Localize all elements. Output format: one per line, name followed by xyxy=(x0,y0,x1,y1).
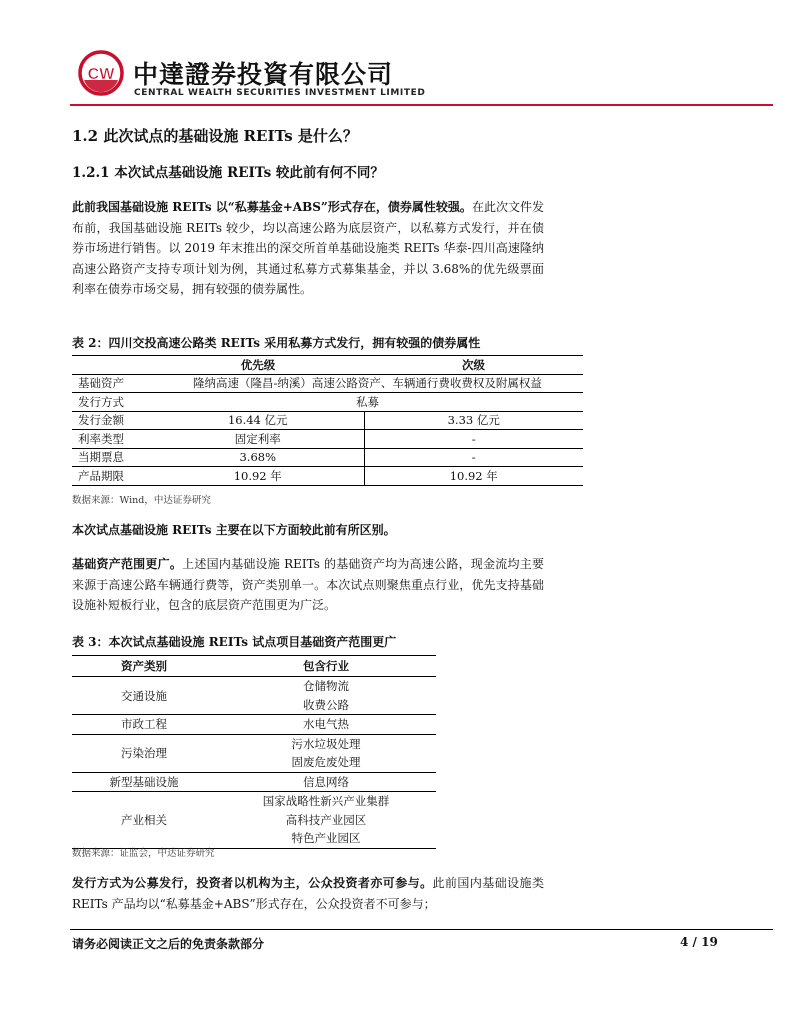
header-rule xyxy=(70,104,773,106)
table-2 xyxy=(72,355,583,486)
senior-value: 3.68% xyxy=(152,448,364,467)
industry-item: 高科技产业园区 xyxy=(285,812,367,827)
paragraph-2-lead: 本次试点基础设施 REITs 主要在以下方面较此前有所区别。 xyxy=(72,523,396,537)
asset-category: 市政工程 xyxy=(72,715,216,735)
footer-rule xyxy=(70,929,773,930)
row-value: 私募 xyxy=(152,393,583,412)
paragraph-1 xyxy=(72,197,544,300)
row-label: 产品期限 xyxy=(72,467,152,486)
footer-disclaimer: 请务必阅读正文之后的免责条款部分 xyxy=(72,937,265,951)
asset-category: 交通设施 xyxy=(72,677,216,715)
table-row xyxy=(72,411,583,430)
table-2-header-blank xyxy=(72,356,152,375)
paragraph-3-lead: 基础资产范围更广。 xyxy=(72,557,183,571)
junior-value: 3.33 亿元 xyxy=(364,411,583,430)
table-3 xyxy=(72,655,436,849)
table-3-source: 数据来源：证监会，中达证券研究 xyxy=(72,848,215,859)
row-label: 利率类型 xyxy=(72,430,152,449)
company-logo xyxy=(78,50,124,96)
senior-value: 固定利率 xyxy=(152,430,364,449)
page-number: 4 / 19 xyxy=(680,935,718,949)
industry-list xyxy=(216,715,436,735)
table-row xyxy=(72,430,583,449)
paragraph-4 xyxy=(72,873,544,914)
row-label: 发行方式 xyxy=(72,393,152,412)
paragraph-3-body: 上述国内基础设施 REITs 的基础资产均为高速公路，现金流均主要来源于高速公路车辆通行费等，资产类别单一。本次试点则聚焦重点行业，优先支持基础设施补短板行业，包含的底层资产范围更为广泛。 xyxy=(72,557,544,612)
industry-item: 污水垃圾处理 xyxy=(291,736,361,751)
table-3-header-row xyxy=(72,656,436,677)
asset-category: 污染治理 xyxy=(72,734,216,772)
company-name-en: CENTRAL WEALTH SECURITIES INVESTMENT LIMITED xyxy=(134,88,426,98)
table-3-header-category: 资产类别 xyxy=(72,656,216,677)
junior-value: - xyxy=(364,430,583,449)
logo-lettering: CW xyxy=(87,66,115,83)
paragraph-3 xyxy=(72,554,544,616)
paragraph-4-lead: 发行方式为公募发行，投资者以机构为主，公众投资者亦可参与。 xyxy=(72,876,433,890)
table-row xyxy=(72,467,583,486)
senior-value: 16.44 亿元 xyxy=(152,411,364,430)
paragraph-1-body: 在此次文件发布前，我国基础设施 REITs 较少，均以高速公路为底层资产，以私募方式发行，并在债券市场进行销售。以 2019 年末推出的深交所首单基础设施类 REITs 华泰-四川高速隆纳高速公路资产支持专项计划为例，其通过私募方式募集基金，并以 3.68%的优先级票面利率在债券市场交易，拥有较强的债券属性。 xyxy=(72,200,544,296)
junior-value: - xyxy=(364,448,583,467)
table-row xyxy=(72,448,583,467)
section-heading: 1.2 此次试点的基础设施 REITs 是什么？ xyxy=(72,127,358,145)
table-2-source: 数据来源：Wind，中达证券研究 xyxy=(72,495,211,506)
company-name-cn: 中達證券投資有限公司 xyxy=(133,60,394,89)
row-value: 隆纳高速（隆昌-纳溪）高速公路资产、车辆通行费收费权及附属权益 xyxy=(152,374,583,393)
table-3-caption: 表 3：本次试点基础设施 REITs 试点项目基础资产范围更广 xyxy=(72,635,397,649)
senior-value: 10.92 年 xyxy=(152,467,364,486)
industry-item: 信息网络 xyxy=(303,774,349,789)
paragraph-1-lead: 此前我国基础设施 REITs 以“私募基金+ABS”形式存在，债券属性较强。 xyxy=(72,200,472,214)
industry-item: 特色产业园区 xyxy=(291,831,361,845)
table-row xyxy=(72,792,436,849)
junior-value: 10.92 年 xyxy=(364,467,583,486)
industry-item: 仓储物流 xyxy=(303,679,349,693)
industry-item: 固废危废处理 xyxy=(291,755,361,769)
row-label: 当期票息 xyxy=(72,448,152,467)
table-row xyxy=(72,677,436,715)
asset-category: 新型基础设施 xyxy=(72,772,216,792)
table-row xyxy=(72,715,436,735)
table-row xyxy=(72,393,583,412)
table-row xyxy=(72,734,436,772)
table-row xyxy=(72,772,436,792)
row-label: 发行金额 xyxy=(72,411,152,430)
industry-item: 水电气热 xyxy=(303,717,349,731)
table-2-caption: 表 2：四川交投高速公路类 REITs 采用私募方式发行，拥有较强的债券属性 xyxy=(72,336,481,350)
table-3-header-industry: 包含行业 xyxy=(216,656,436,677)
paragraph-4-body: 此前国内基础设施类 REITs 产品均以“私募基金+ABS”形式存在，公众投资者不可参与； xyxy=(72,876,544,911)
subsection-heading: 1.2.1 本次试点基础设施 REITs 较此前有何不同？ xyxy=(72,165,384,181)
industry-item: 国家战略性新兴产业集群 xyxy=(262,794,390,808)
table-row xyxy=(72,374,583,393)
row-label: 基础资产 xyxy=(72,374,152,393)
table-2-header-row xyxy=(72,356,583,375)
industry-item: 收费公路 xyxy=(303,697,349,712)
industry-list xyxy=(216,772,436,792)
industry-list xyxy=(216,677,436,715)
paragraph-2 xyxy=(72,520,544,541)
industry-list xyxy=(216,792,436,849)
asset-category: 产业相关 xyxy=(72,792,216,849)
table-2-header-junior: 次级 xyxy=(364,356,583,375)
table-2-header-senior: 优先级 xyxy=(152,356,364,375)
industry-list xyxy=(216,734,436,772)
